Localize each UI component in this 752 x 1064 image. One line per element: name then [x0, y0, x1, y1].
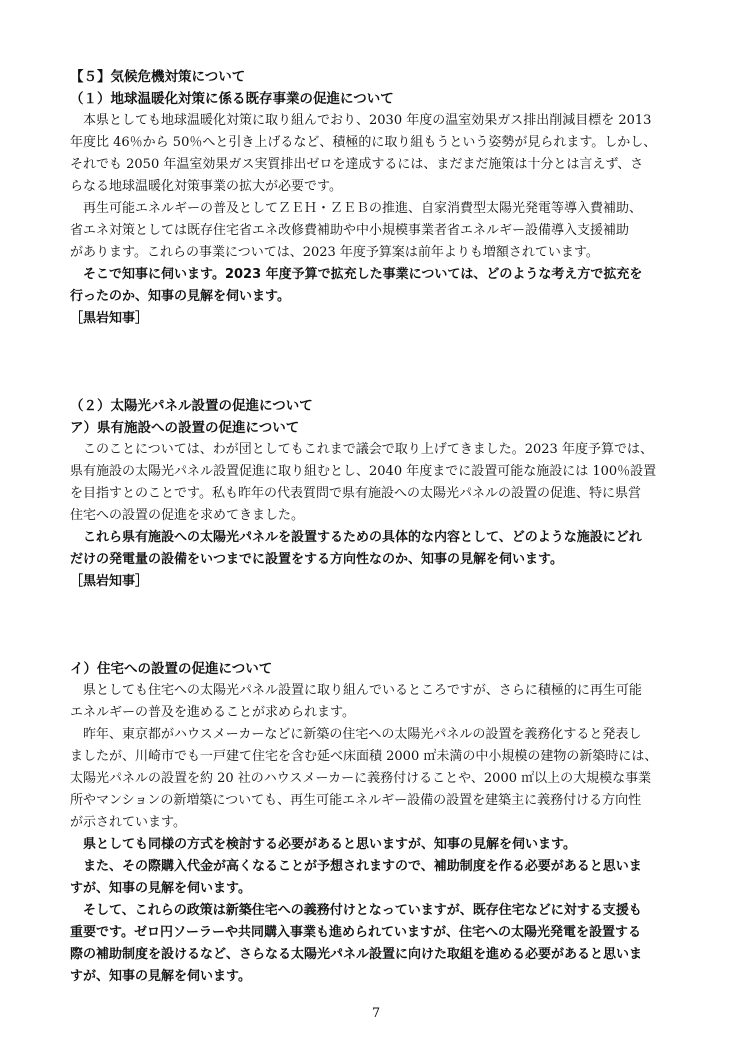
question-line: すが、知事の見解を伺います。: [70, 881, 251, 896]
paragraph-line: 太陽光パネルの設置を約 20 社のハウスメーカーに義務付けることや、2000 ㎡以上の大規模な事業: [70, 771, 652, 786]
paragraph-line: 本県としても地球温暖化対策に取り組んでおり、2030 年度の温室効果ガス排出削減目標を 2013: [70, 113, 652, 128]
subsection-heading: （２）太陽光パネル設置の促進について: [70, 398, 313, 414]
paragraph-line: が示されています。: [70, 815, 186, 830]
paragraph-line: エネルギーの普及を進めることが求められます。: [70, 705, 355, 720]
question-line: そこで知事に伺います。2023 年度予算で拡充した事業については、どのような考え方で拡充を: [70, 267, 643, 282]
question-line: 行ったのか、知事の見解を伺います。: [70, 289, 290, 304]
sub-subsection-heading: イ）住宅への設置の促進について: [70, 661, 273, 677]
section-3: [70, 658, 684, 988]
question-line: だけの発電量の設備をいつまでに設置をする方向性なのか、知事の見解を伺います。: [70, 552, 563, 567]
question-line: 県としても同様の方式を検討する必要があると思いますが、知事の見解を伺います。: [70, 837, 576, 852]
paragraph-line: らなる地球温暖化対策事業の拡大が必要です。: [70, 179, 342, 194]
paragraph-line: ましたが、川崎市でも一戸建て住宅を含む延べ床面積 2000 ㎡未満の中小規模の建物の新築時には、: [70, 749, 658, 764]
paragraph-line: 昨年、東京都がハウスメーカーなどに新築の住宅への太陽光パネルの設置を義務化すると発表し: [70, 727, 642, 742]
paragraph-line: 県有施設の太陽光パネル設置促進に取り組むとし、2040 年度までに設置可能な施設には 100％設置: [70, 464, 657, 479]
paragraph-line: 年度比 46％から 50％へと引き上げるなど、積極的に取り組もうという姿勢が見られます。しかし、: [70, 135, 657, 150]
paragraph-line: があります。これらの事業については、2023 年度予算案は前年よりも増額されています。: [70, 245, 599, 260]
section-1: [70, 66, 684, 330]
question-line: また、その際購入代金が高くなることが予想されますので、補助制度を作る必要があると思いま: [70, 859, 642, 874]
paragraph-line: 省エネ対策としては既存住宅省エネ改修費補助や中小規模事業者省エネルギー設備導入支援補助: [70, 223, 630, 238]
question-line: これら県有施設への太陽光パネルを設置するための具体的な内容として、どのような施設にどれ: [70, 530, 642, 545]
page-number: 7: [371, 1006, 381, 1021]
question-line: すが、知事の見解を伺います。: [70, 969, 251, 984]
answerer-label: ［黒岩知事］: [70, 311, 149, 326]
subsection-heading: （１）地球温暖化対策に係る既存事業の促進について: [70, 91, 394, 107]
paragraph-line: 再生可能エネルギーの普及としてＺＥＨ・ＺＥＢの推進、自家消費型太陽光発電等導入費補助、: [70, 201, 643, 216]
question-line: 重要です。ゼロ円ソーラーや共同購入事業も進められていますが、住宅への太陽光発電を設置する: [70, 925, 641, 940]
paragraph-line: 県としても住宅への太陽光パネル設置に取り組んでいるところですが、さらに積極的に再生可能: [70, 683, 642, 698]
section-title: 【５】気候危機対策について: [70, 69, 246, 85]
paragraph-line: を目指すとのことです。私も昨年の代表質問で県有施設への太陽光パネルの設置の促進、特に県営: [70, 486, 641, 501]
answerer-label: ［黒岩知事］: [70, 574, 149, 589]
question-line: 際の補助制度を設けるなど、さらなる太陽光パネル設置に向けた取組を進める必要があると思いま: [70, 947, 643, 962]
section-2: [70, 395, 684, 593]
question-line: そして、これらの政策は新築住宅への義務付けとなっていますが、既存住宅などに対する支援も: [70, 903, 642, 918]
paragraph-line: それでも 2050 年温室効果ガス実質排出ゼロを達成するには、まだまだ施策は十分とは言えず、さ: [70, 157, 644, 172]
paragraph-line: このことについては、わが団としてもこれまで議会で取り上げてきました。2023 年度予算では、: [70, 442, 653, 457]
sub-subsection-heading: ア）県有施設への設置の促進について: [70, 420, 300, 436]
paragraph-line: 住宅への設置の促進を求めてきました。: [70, 508, 305, 523]
paragraph-line: 所やマンションの新増築についても、再生可能エネルギー設備の設置を建築主に義務付ける方向性: [70, 793, 642, 808]
